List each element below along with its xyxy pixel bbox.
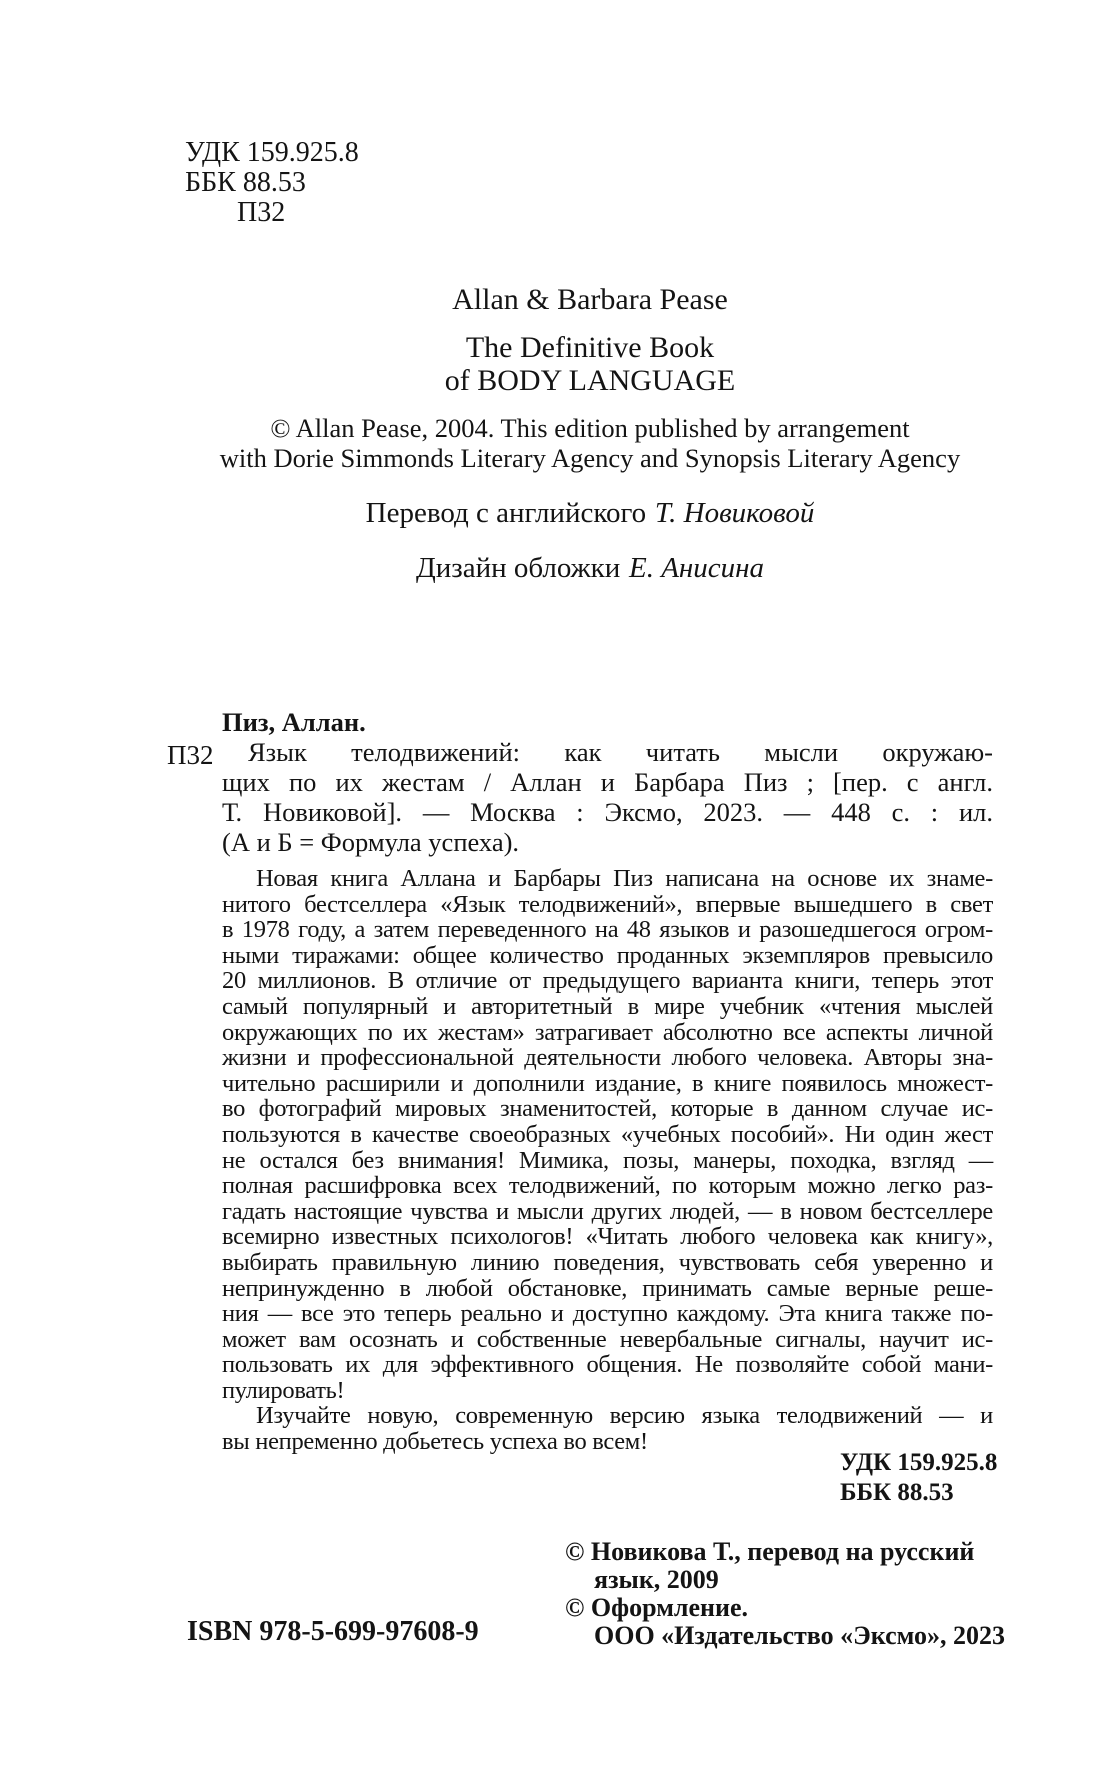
catalog-card [222, 707, 993, 857]
annotation-line: гадать настоящие чувства и мысли других людей, — в новом бестселлере [222, 1197, 993, 1225]
annotation-line: может вам осознать и собственные невербальные сигналы, научит ис- [222, 1325, 993, 1353]
catalog-code: УДК 159.925.8 [840, 1449, 998, 1476]
copyright-line: © Новикова Т., перевод на русский [565, 1537, 975, 1566]
annotation-line: полная расшифровка всех телодвижений, по которым можно легко раз- [222, 1172, 993, 1200]
annotation-line: Новая книга Аллана и Барбары Пиз написана на основе их знаме- [256, 865, 993, 892]
annotation-line: самый популярный и авторитетный в мире учебник «чтения мыслей [222, 992, 993, 1020]
annotation-line: в 1978 году, а затем переведенного на 48 языков и разошедшегося огром- [222, 916, 993, 944]
cover-design-credit [185, 552, 995, 585]
catalog-code: П32 [237, 197, 286, 228]
annotation-line: вы непременно добьетесь успеха во всем! [222, 1428, 648, 1456]
english-rights-line: with Dorie Simmonds Literary Agency and Synopsis Literary Agency [219, 442, 961, 473]
book-title-line: The Definitive Book [465, 331, 715, 364]
annotation-line: 20 миллионов. В отличие от предыдущего варианта книги, теперь этот [222, 967, 993, 995]
catalog-codes-bottom [840, 1448, 997, 1508]
annotation-line: нитого бестселлера «Язык телодвижений», впервые вышедшего в свет [222, 890, 993, 918]
translator-name: Т. Новиковой [654, 497, 815, 529]
catalog-code: ББК 88.53 [185, 167, 306, 198]
book-title [185, 331, 995, 397]
translation-credit-label: Перевод с английского [365, 497, 647, 529]
annotation-line: всемирно известных психологов! «Читать любого человека как книгу», [222, 1223, 993, 1251]
annotation-line: ния — все это теперь реально и доступно каждому. Эта книга также по- [222, 1300, 993, 1328]
annotation-line: пользуются в качестве своеобразных «учебных пособий». Ни один жест [222, 1120, 993, 1148]
copyright-line: язык, 2009 [594, 1565, 719, 1594]
catalog-description-line: щих по их жестам / Аллан и Барбара Пиз ; [пер. с англ. [222, 767, 993, 797]
authors-line: Allan & Barbara Pease [452, 283, 728, 316]
annotation-line: Изучайте новую, современную версию языка телодвижений — и [256, 1402, 993, 1430]
catalog-heading: Пиз, Аллан. [222, 707, 366, 737]
annotation-line: непринужденно в любой обстановке, принимать самые верные реше- [222, 1274, 993, 1302]
russian-copyright-block [565, 1538, 1005, 1650]
annotation-line: ными тиражами: общее количество проданных экземпляров превысило [222, 941, 993, 969]
catalog-codes-top [185, 138, 359, 228]
copyright-line: ООО «Издательство «Эксмо», 2023 [594, 1621, 1006, 1650]
catalog-index-code: П32 [167, 740, 214, 770]
annotation-line: окружающих по их жестам» затрагивает абсолютно все аспекты личной [222, 1018, 993, 1046]
catalog-code: УДК 159.925.8 [185, 137, 359, 168]
annotation [222, 866, 993, 1455]
annotation-line: выбирать правильную линию поведения, чувствовать себя уверенно и [222, 1248, 993, 1276]
annotation-line: жизни и профессиональной деятельности любого человека. Авторы зна- [222, 1044, 993, 1072]
annotation-line: пулировать! [222, 1376, 345, 1404]
annotation-line: во фотографий мировых знаменитостей, которые в данном случае ис- [222, 1095, 993, 1123]
cover-designer-name: Е. Анисина [628, 552, 765, 584]
book-title-line: of BODY LANGUAGE [444, 364, 736, 397]
catalog-description-line: (А и Б = Формула успеха). [222, 827, 520, 857]
isbn: ISBN 978-5-699-97608-9 [187, 1616, 479, 1647]
annotation-line: пользовать их для эффективного общения. Не позволяйте собой мани- [222, 1351, 993, 1379]
catalog-code: ББК 88.53 [840, 1479, 954, 1506]
copyright-line: © Оформление. [565, 1593, 749, 1622]
english-rights-notice [185, 414, 995, 473]
catalog-description [222, 737, 993, 857]
annotation-line: чительно расширили и дополнили издание, в книге появилось множест- [222, 1069, 993, 1097]
cover-design-label: Дизайн обложки [415, 552, 621, 584]
translation-credit [185, 497, 995, 530]
english-rights-line: © Allan Pease, 2004. This edition published by arrangement [270, 413, 910, 443]
catalog-description-line: Т. Новиковой]. — Москва : Эксмо, 2023. — 448 с. : ил. [222, 797, 993, 827]
annotation-line: не остался без внимания! Мимика, позы, манеры, походка, взгляд — [222, 1146, 993, 1174]
catalog-description-line: Язык телодвижений: как читать мысли окружаю- [248, 737, 993, 767]
